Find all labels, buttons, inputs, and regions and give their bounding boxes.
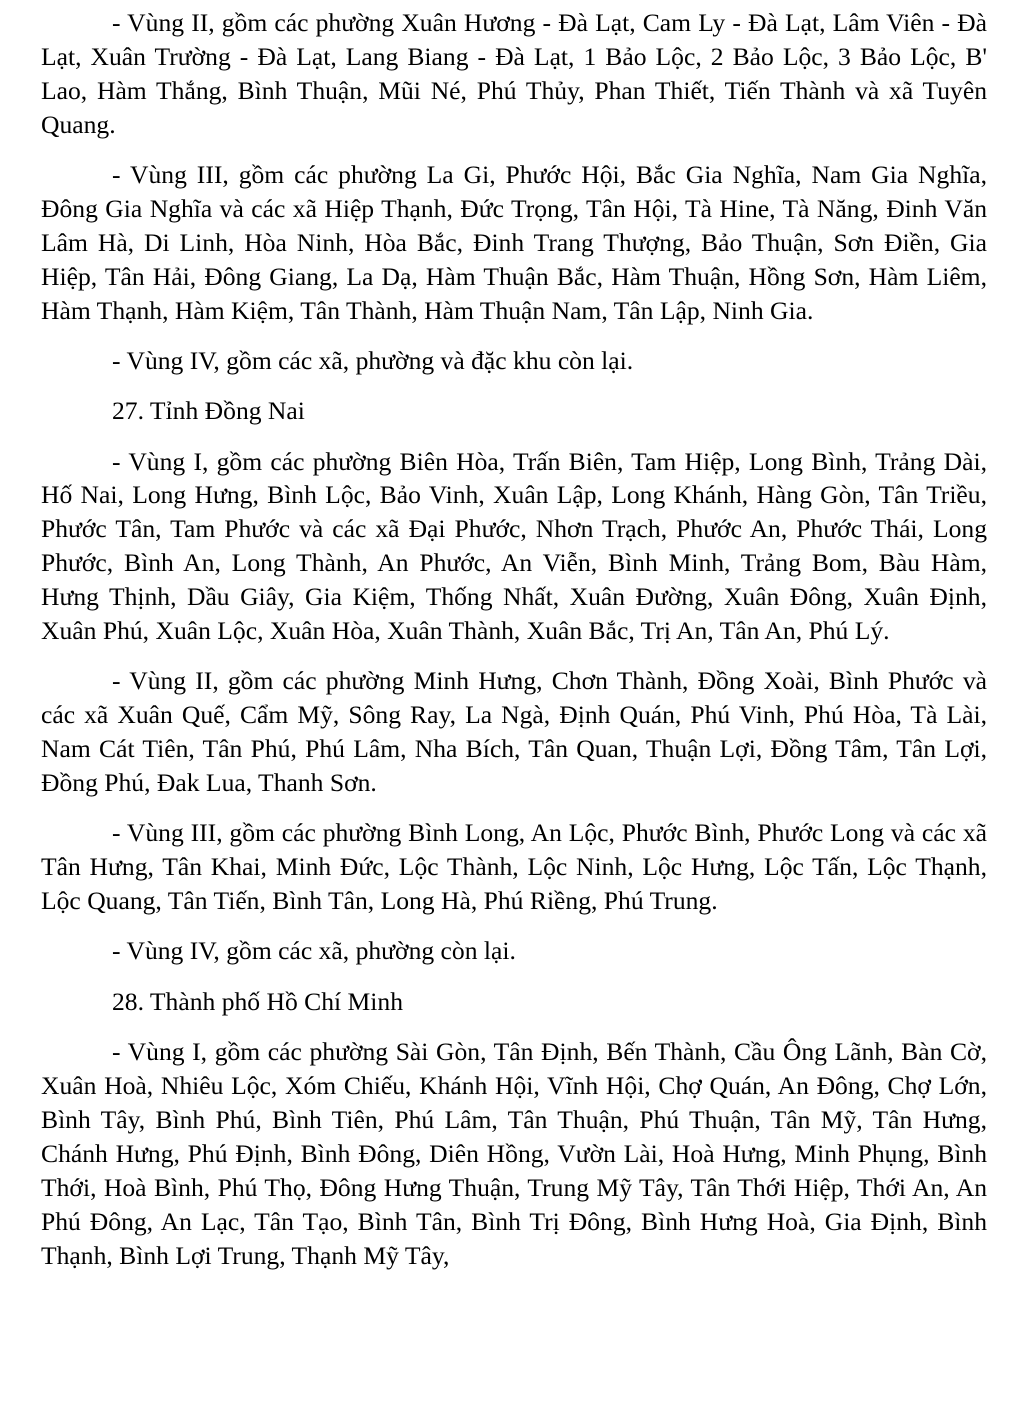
paragraph-region-3-dong-nai: - Vùng III, gồm các phường Bình Long, An Lộc, Phước Bình, Phước Long và các xã Tân Hưng, Tân Khai, Minh Đức, Lộc Thành, Lộc Ninh, Lộc Hưng, Lộc Tấn, Lộc Thạnh, Lộc Quang, Tân Tiến, Bình Tân, Long Hà, Phú Riềng, Phú Trung. <box>41 818 987 916</box>
heading-dong-nai: 27. Tỉnh Đồng Nai <box>112 396 305 426</box>
paragraph-region-2-lam-dong: - Vùng II, gồm các phường Xuân Hương - Đà Lạt, Cam Ly - Đà Lạt, Lâm Viên - Đà Lạt, Xuân Trường - Đà Lạt, Lang Biang - Đà Lạt, 1 Bảo Lộc, 2 Bảo Lộc, 3 Bảo Lộc, B' Lao, Hàm Thắng, Bình Thuận, Mũi Né, Phú Thủy, Phan Thiết, Tiến Thành và xã Tuyên Quang. <box>41 8 987 139</box>
heading-ho-chi-minh-city: 28. Thành phố Hồ Chí Minh <box>112 986 404 1016</box>
paragraph-region-1-dong-nai: - Vùng I, gồm các phường Biên Hòa, Trấn Biên, Tam Hiệp, Long Bình, Trảng Dài, Hố Nai, Long Hưng, Bình Lộc, Bảo Vinh, Xuân Lập, Long Khánh, Hàng Gòn, Tân Triều, Phước Tân, Tam Phước và các xã Đại Phước, Nhơn Trạch, Phước An, Phước Thái, Long Phước, Bình An, Long Thành, An Phước, An Viễn, Bình Minh, Trảng Bom, Bàu Hàm, Hưng Thịnh, Dầu Giây, Gia Kiệm, Thống Nhất, Xuân Đường, Xuân Đông, Xuân Định, Xuân Phú, Xuân Lộc, Xuân Hòa, Xuân Thành, Xuân Bắc, Trị An, Tân An, Phú Lý. <box>41 446 987 646</box>
paragraph-region-2-dong-nai: - Vùng II, gồm các phường Minh Hưng, Chơn Thành, Đồng Xoài, Bình Phước và các xã Xuân Quế, Cẩm Mỹ, Sông Ray, La Ngà, Định Quán, Phú Vinh, Phú Hòa, Tà Lài, Nam Cát Tiên, Tân Phú, Phú Lâm, Nha Bích, Tân Quan, Thuận Lợi, Đồng Tâm, Tân Lợi, Đồng Phú, Đak Lua, Thanh Sơn. <box>41 666 987 798</box>
paragraph-region-4-lam-dong: - Vùng IV, gồm các xã, phường và đặc khu còn lại. <box>112 345 634 375</box>
paragraph-region-4-dong-nai: - Vùng IV, gồm các xã, phường còn lại. <box>112 936 516 966</box>
paragraph-region-3-lam-dong: - Vùng III, gồm các phường La Gi, Phước Hội, Bắc Gia Nghĩa, Nam Gia Nghĩa, Đông Gia Nghĩa và các xã Hiệp Thạnh, Đức Trọng, Tân Hội, Tà Hine, Tà Năng, Đinh Văn Lâm Hà, Di Linh, Hòa Ninh, Hòa Bắc, Đinh Trang Thượng, Bảo Thuận, Sơn Điền, Gia Hiệp, Tân Hải, Đông Giang, La Dạ, Hàm Thuận Bắc, Hàm Thuận, Hồng Sơn, Hàm Liêm, Hàm Thạnh, Hàm Kiệm, Tân Thành, Hàm Thuận Nam, Tân Lập, Ninh Gia. <box>41 160 987 325</box>
paragraph-region-1-ho-chi-minh-city: - Vùng I, gồm các phường Sài Gòn, Tân Định, Bến Thành, Cầu Ông Lãnh, Bàn Cờ, Xuân Hoà, Nhiêu Lộc, Xóm Chiếu, Khánh Hội, Vĩnh Hội, Chợ Quán, An Đông, Chợ Lớn, Bình Tây, Bình Phú, Bình Tiên, Phú Lâm, Tân Thuận, Phú Thuận, Tân Mỹ, Tân Hưng, Chánh Hưng, Phú Định, Bình Đông, Diên Hồng, Vườn Lài, Hoà Hưng, Minh Phụng, Bình Thới, Hoà Bình, Phú Thọ, Đông Hưng Thuận, Trung Mỹ Tây, Tân Thới Hiệp, Thới An, An Phú Đông, An Lạc, Tân Tạo, Bình Tân, Bình Trị Đông, Bình Hưng Hoà, Gia Định, Bình Thạnh, Bình Lợi Trung, Thạnh Mỹ Tây, <box>41 1037 987 1270</box>
